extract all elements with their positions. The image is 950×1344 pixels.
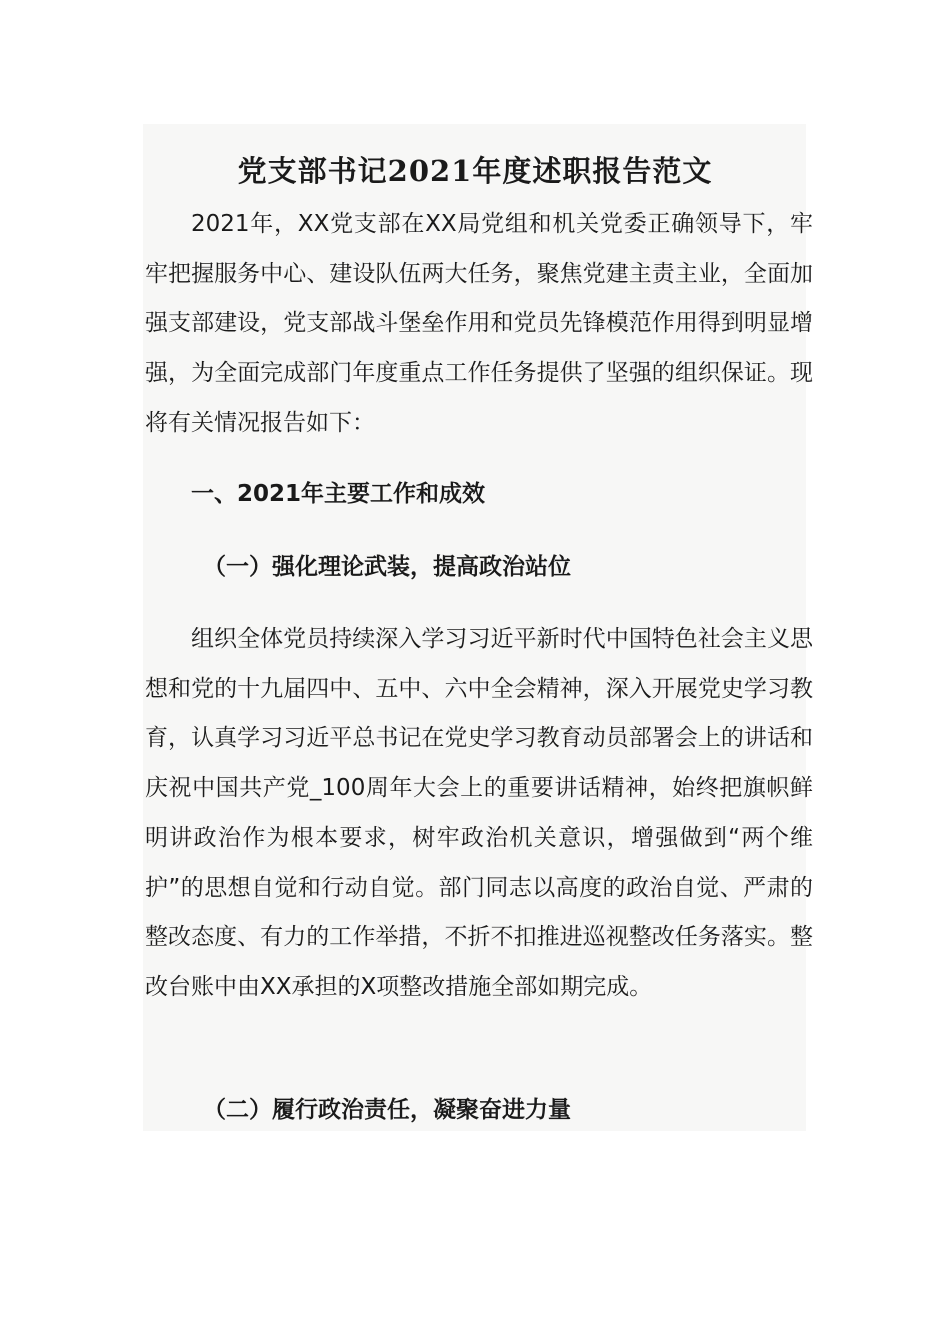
intro-paragraph: 2021年，XX党支部在XX局党组和机关党委正确领导下，牢牢把握服务中心、建设队伍两大任务，聚焦党建主责主业，全面加强支部建设，党支部战斗堡垒作用和党员先锋模范作用得到明显增强，为全面完成部门年度重点工作任务提供了坚强的组织保证。现将有关情况报告如下：	[145, 211, 813, 436]
subsection-heading-1: （一）强化理论武装，提高政治站位	[203, 554, 571, 580]
section-heading: 一、2021年主要工作和成效	[191, 481, 486, 507]
document-title: 党支部书记2021年度述职报告范文	[237, 154, 713, 189]
subsection-heading-2: （二）履行政治责任，凝聚奋进力量	[203, 1097, 571, 1123]
subsection-1-paragraph: 组织全体党员持续深入学习习近平新时代中国特色社会主义思想和党的十九届四中、五中、六中全会精神，深入开展党史学习教育，认真学习习近平总书记在党史学习教育动员部署会上的讲话和庆祝中国共产党_100周年大会上的重要讲话精神，始终把旗帜鲜明讲政治作为根本要求，树牢政治机关意识，增强做到“两个维护”的思想自觉和行动自觉。部门同志以高度的政治自觉、严肃的整改态度、有力的工作举措，不折不扣推进巡视整改任务落实。整改台账中由XX承担的X项整改措施全部如期完成。	[145, 626, 813, 1000]
